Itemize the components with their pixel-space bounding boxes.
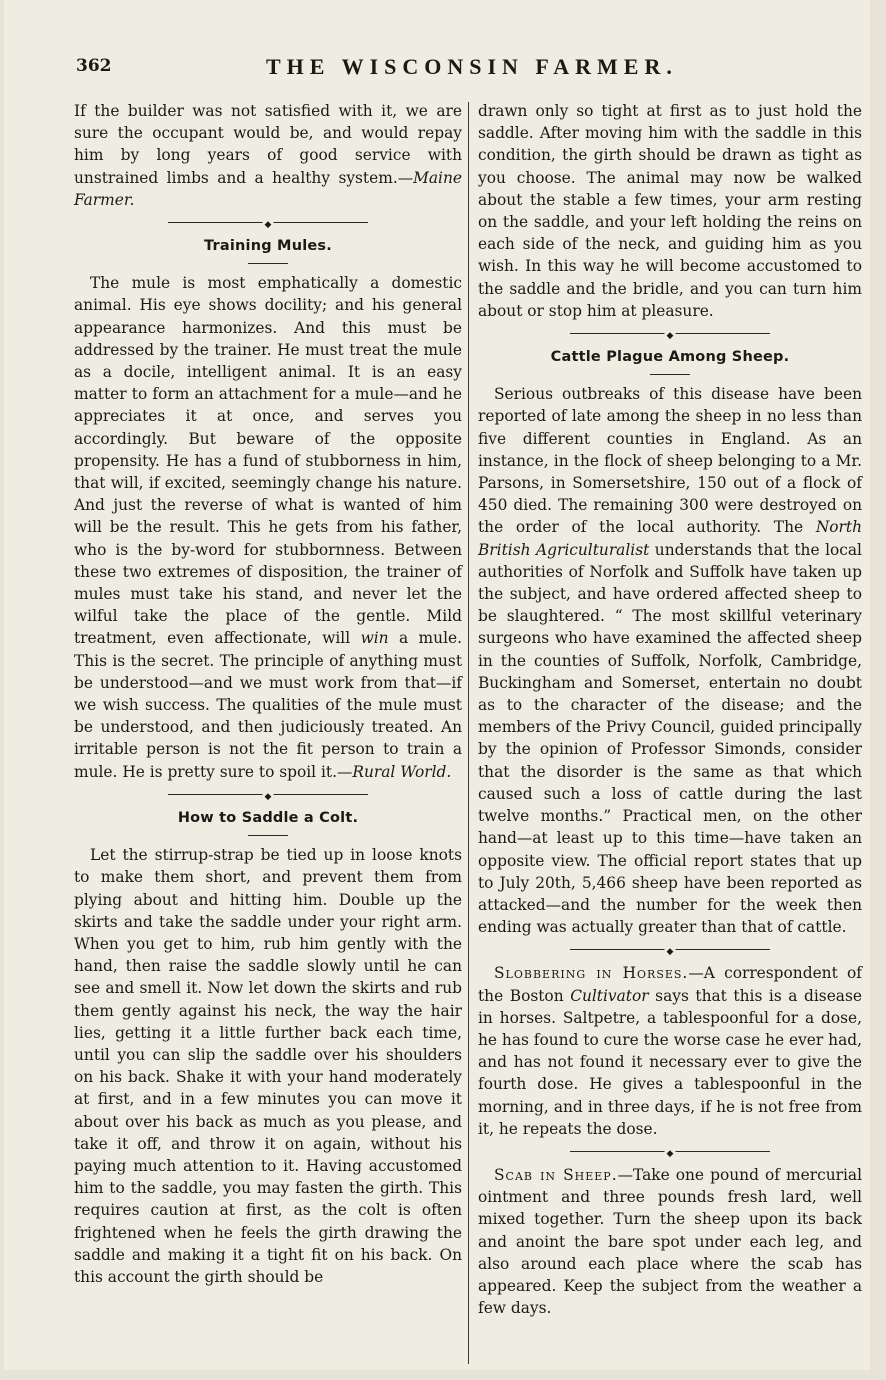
page-number: 362	[76, 56, 112, 76]
ornament-divider	[570, 326, 770, 340]
page-header	[76, 54, 866, 88]
masthead-title: THE WISCONSIN FARMER.	[266, 54, 678, 79]
ornament-divider	[168, 215, 368, 229]
plague-paragraph: Serious outbreaks of this disease have been reported of late among the sheep in no less than five different counties in England. As an instance, in the flock of sheep belonging to a Mr. Parsons, in Somersetshire, 150 out of a flock of 450 died. The remaining 300 were destroyed on the order of the local authority. The North British Agriculturalist understands that the local authorities of Norfolk and Suffolk have taken up the subject, and have ordered affected sheep to be slaughtered. “ The most skillful veterinary surgeons who have examined the affected sheep in the counties of Suffolk, Norfolk, Cambridge, Buckingham and Somerset, entertain no doubt as to the character of the disease; and the members of the Privy Council, guided principally by the opinion of Professor Simonds, consider that the disorder is the same as that which caused such a loss of cattle during the last twelve months.” Practical men, on the other hand—at least up to this time—have taken an opposite view. The official report states that up to July 20th, 5,466 sheep have been reported as attacked—and the number for the week then ending was actually greater than that of cattle.	[478, 385, 862, 937]
short-rule	[248, 263, 288, 264]
article-title-plague: Cattle Plague Among Sheep.	[550, 349, 790, 366]
newspaper-page	[4, 0, 870, 1370]
ornament-divider	[168, 787, 368, 801]
short-rule	[650, 374, 690, 375]
intro-source: —Maine Farmer.	[74, 168, 462, 209]
colt-continued-paragraph: drawn only so tight at first as to just hold the saddle. After moving him with the saddle in this condition, the girth should be drawn as tight as you choose. The animal may now be walked about the stable a few times, your arm resting on the saddle, and your left holding the reins on each side of the neck, and guiding him as you wish. In this way he will become accustomed to the saddle and the bridle, and you can turn him about or stop him at pleasure.	[478, 102, 862, 320]
ornament-divider	[570, 1144, 770, 1158]
column-divider	[468, 102, 469, 1364]
right-column	[478, 100, 862, 1319]
slobbering-heading: Slobbering in Horses.	[494, 964, 689, 983]
slobbering-paragraph: Slobbering in Horses.—A correspondent of the Boston Cultivator says that this is a disease in horses. Saltpetre, a tablespoonful for a dose, he has found to cure the worse case he ever had, and has not found it necessary ever to give the fourth dose. He gives a tablespoonful in the morning, and in three days, if he is not free from it, he repeats the dose.	[478, 964, 862, 1138]
article-title-mules: Training Mules.	[204, 238, 332, 255]
short-rule	[248, 835, 288, 836]
ornament-divider	[570, 942, 770, 956]
colt-paragraph: Let the stirrup-strap be tied up in loose knots to make them short, and prevent them from plying about and hitting him. Double up the skirts and take the saddle under your right arm. When you get to him, rub him gently with the hand, then raise the saddle slowly until he can see and smell it. Now let down the skirts and rub them gently against his neck, the way the hair lies, getting it a little further back each time, until you can slip the saddle over his shoulders on his back. Shake it with your hand moderately at first, and in a few minutes you can move it about over his back as much as you please, and take it off, and throw it on again, without his paying much attention to it. Having accustomed him to the saddle, you may fasten the girth. This requires caution at first, as the colt is often frightened when he feels the girth drawing the saddle and making it a tight fit on his back. On this account the girth should be	[74, 846, 462, 1286]
left-column	[74, 100, 462, 1288]
scab-paragraph: Scab in Sheep.—Take one pound of mercurial ointment and three pounds fresh lard, well mixed together. Turn the sheep upon its back and anoint the bare spot under each leg, and also around each place where the scab has appeared. Keep the subject from the weather a few days.	[478, 1165, 863, 1318]
mules-source: —Rural World.	[337, 762, 452, 781]
mules-paragraph: The mule is most emphatically a domestic animal. His eye shows docility; and his general appearance harmonizes. And this must be addressed by the trainer. He must treat the mule as a docile, intelligent animal. It is an easy matter to form an attachment for a mule—and he appreciates it at once, and serves you accordingly. But beware of the opposite propensity. He has a fund of stubborness in him, that will, if excited, seemingly change his nature. And just the reverse of what is wanted of him will be the result. This he gets from his father, who is the by-word for stubbornness. Between these two extremes of disposition, the trainer of mules must take his stand, and never let the wilful take the place of the gentle. Mild treatment, even affectionate, will win a mule. This is the secret. The principle of anything must be understood—and we must work from that—if we wish success. The qualities of the mule must be understood, and then judiciously treated. An irritable person is not the fit person to train a mule. He is pretty sure to spoil it.—Rural World.	[74, 274, 462, 781]
article-title-colt: How to Saddle a Colt.	[177, 809, 359, 826]
scab-heading: Scab in Sheep.	[494, 1165, 618, 1184]
intro-paragraph: If the builder was not satisfied with it, we are sure the occupant would be, and would repay him by long years of good service with unstrained limbs and a healthy system.—Maine Farmer.	[74, 102, 462, 209]
